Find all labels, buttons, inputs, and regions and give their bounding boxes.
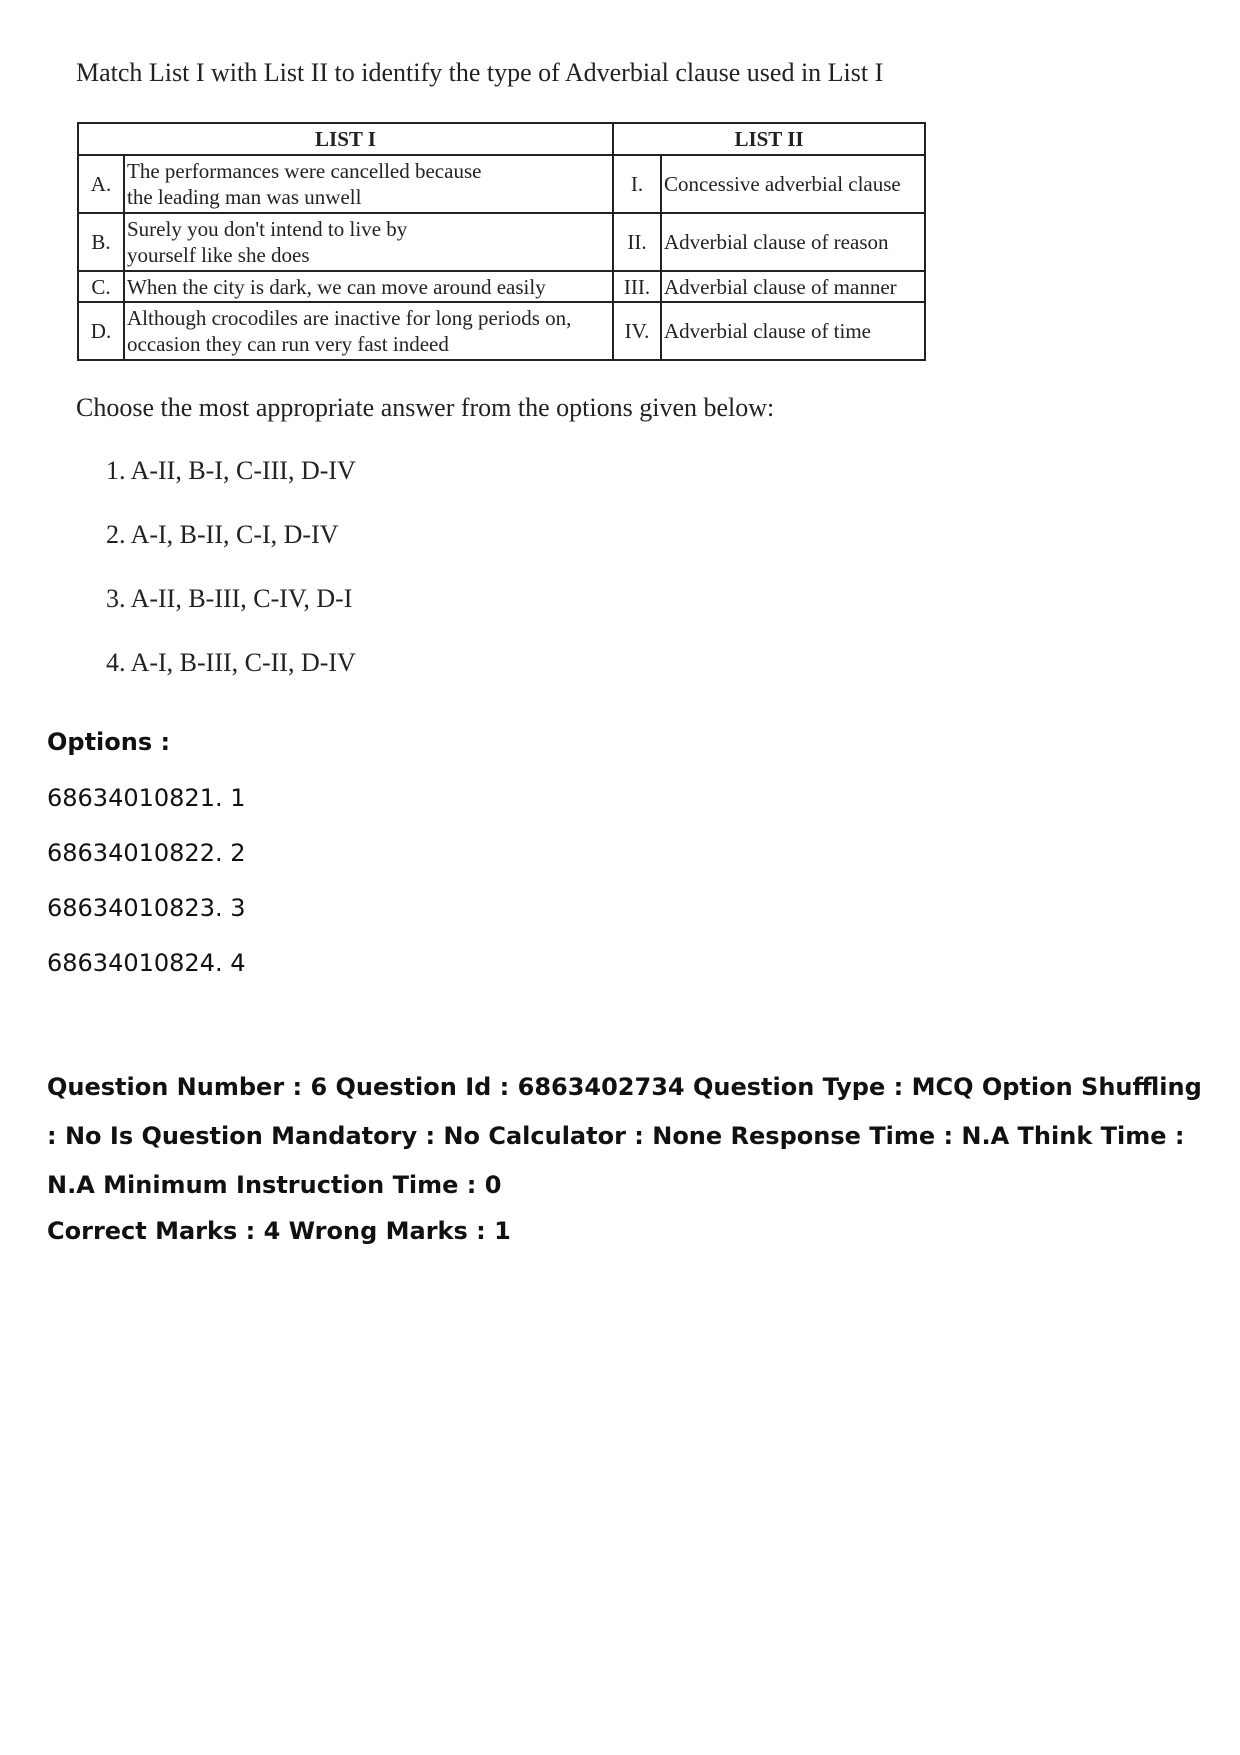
marks-info: Correct Marks : 4 Wrong Marks : 1 bbox=[47, 1217, 511, 1245]
row-letter: C. bbox=[78, 271, 124, 302]
answer-list bbox=[106, 456, 356, 712]
row-letter: D. bbox=[78, 302, 124, 360]
row-clause-type: Adverbial clause of reason bbox=[661, 213, 925, 271]
row-clause-type: Adverbial clause of time bbox=[661, 302, 925, 360]
table-row bbox=[78, 155, 925, 213]
row-statement bbox=[124, 213, 613, 271]
row-statement bbox=[124, 155, 613, 213]
option-item: 68634010821. 1 bbox=[47, 784, 246, 812]
row-roman: II. bbox=[613, 213, 661, 271]
row-clause-type: Concessive adverbial clause bbox=[661, 155, 925, 213]
option-item: 68634010824. 4 bbox=[47, 949, 246, 977]
question-info: Question Number : 6 Question Id : 6863402734 Question Type : MCQ Option Shuffling : No Is Question Mandatory : No Calculator : None Response Time : N.A Think Time : N.A Minimum Instruction Time : 0 bbox=[47, 1073, 1202, 1199]
table-row bbox=[78, 302, 925, 360]
row-letter: A. bbox=[78, 155, 124, 213]
row-letter: B. bbox=[78, 213, 124, 271]
statement-line: Surely you don't intend to live by bbox=[127, 217, 408, 241]
answer-item: 2. A-I, B-II, C-I, D-IV bbox=[106, 520, 339, 549]
option-item: 68634010823. 3 bbox=[47, 894, 246, 922]
table-header-row bbox=[78, 123, 925, 155]
statement-line: occasion they can run very fast indeed bbox=[127, 332, 449, 356]
list2-header: LIST II bbox=[613, 123, 925, 155]
statement-line: The performances were cancelled because bbox=[127, 159, 482, 183]
row-statement bbox=[124, 302, 613, 360]
row-roman: I. bbox=[613, 155, 661, 213]
row-clause-type: Adverbial clause of manner bbox=[661, 271, 925, 302]
row-roman: IV. bbox=[613, 302, 661, 360]
answer-item: 4. A-I, B-III, C-II, D-IV bbox=[106, 648, 356, 677]
options-list bbox=[47, 783, 246, 1003]
row-roman: III. bbox=[613, 271, 661, 302]
answer-item: 1. A-II, B-I, C-III, D-IV bbox=[106, 456, 356, 485]
row-statement bbox=[124, 271, 613, 302]
list1-header: LIST I bbox=[78, 123, 613, 155]
statement-line: yourself like she does bbox=[127, 243, 310, 267]
question-instruction: Match List I with List II to identify the type of Adverbial clause used in List I bbox=[76, 58, 884, 87]
options-heading: Options : bbox=[47, 728, 171, 756]
choose-instruction: Choose the most appropriate answer from the options given below: bbox=[76, 393, 775, 422]
option-item: 68634010822. 2 bbox=[47, 839, 246, 867]
statement-line: Although crocodiles are inactive for long periods on, bbox=[127, 306, 572, 330]
statement-line: the leading man was unwell bbox=[127, 185, 362, 209]
match-table bbox=[77, 122, 926, 361]
answer-item: 3. A-II, B-III, C-IV, D-I bbox=[106, 584, 353, 613]
table-row bbox=[78, 213, 925, 271]
table-row bbox=[78, 271, 925, 302]
statement-line: When the city is dark, we can move around easily bbox=[127, 274, 546, 299]
